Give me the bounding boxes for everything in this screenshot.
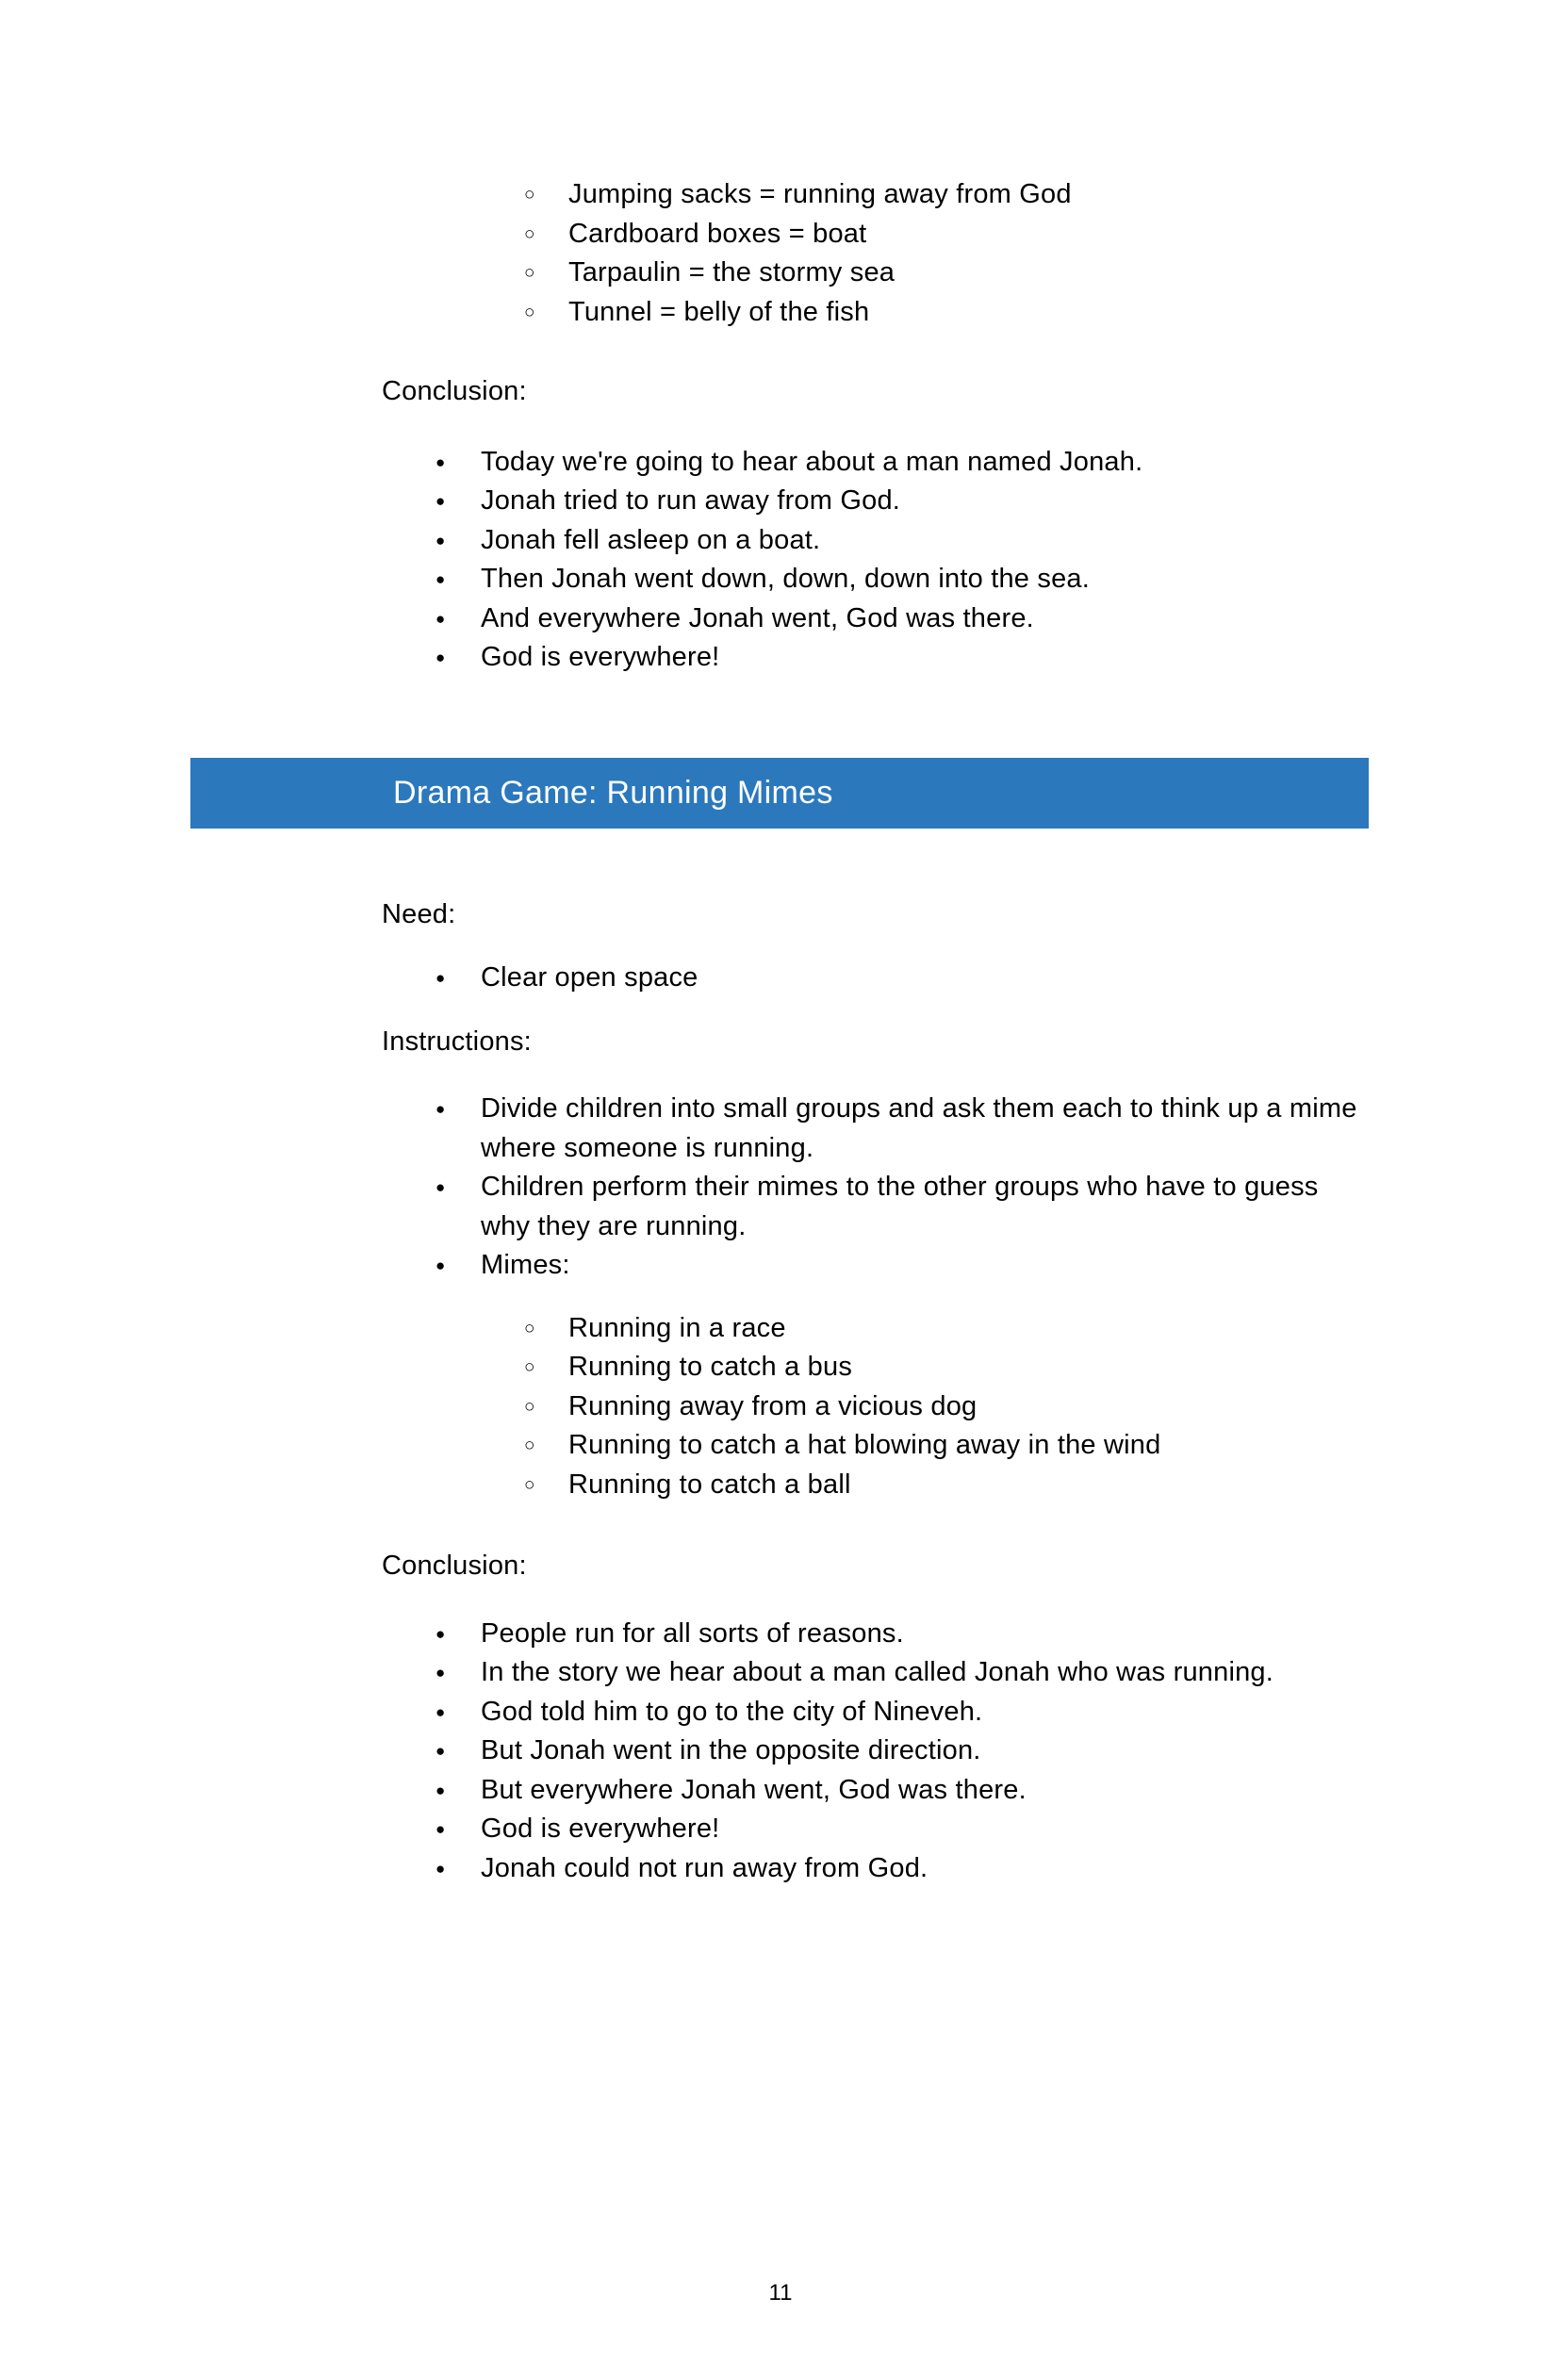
bullet-icon: ● (435, 1781, 446, 1799)
list-item-text: Running to catch a bus (568, 1352, 853, 1382)
banner-title: Drama Game: Running Mimes (393, 774, 833, 811)
conclusion-list (0, 443, 1561, 678)
list-item-text: Mimes: (481, 1250, 570, 1280)
bullet-icon: ● (435, 969, 446, 987)
bullet-icon: ● (435, 1702, 446, 1721)
list-item-text: But Jonah went in the opposite direction. (481, 1735, 981, 1765)
list-item-text: People run for all sorts of reasons. (481, 1617, 904, 1649)
circle-bullet-icon: ○ (524, 1436, 535, 1455)
list-item-text: But everywhere Jonah went, God was there. (481, 1774, 1027, 1805)
page-number: 11 (768, 2280, 793, 2306)
conclusion-label: Conclusion: (382, 376, 527, 406)
list-item (0, 1771, 1561, 1811)
list-item (0, 1426, 1561, 1466)
list-item-text: God is everywhere! (481, 1814, 720, 1844)
conclusion-label: Conclusion: (382, 1551, 527, 1581)
bullet-icon: ● (435, 452, 446, 471)
bullet-icon: ● (435, 648, 446, 666)
list-item-text: Running in a race (568, 1312, 786, 1343)
list-item-text: Divide children into small groups and ask them each to think up a mime where someone is running. (481, 1093, 1357, 1163)
list-item (0, 1246, 1561, 1286)
list-item (0, 1387, 1561, 1427)
list-item-text: In the story we hear about a man called Jonah who was running. (481, 1657, 1274, 1687)
bullet-icon: ● (435, 1256, 446, 1274)
intro-sublist (0, 175, 1561, 332)
list-item-text: Tarpaulin = the stormy sea (568, 257, 896, 287)
list-item (0, 1348, 1561, 1387)
list-item-text: Jonah tried to run away from God. (481, 485, 901, 516)
circle-bullet-icon: ○ (524, 1357, 535, 1377)
list-item (0, 521, 1561, 561)
bullet-icon: ● (435, 609, 446, 628)
list-item (0, 560, 1561, 599)
list-item-text: Then Jonah went down, down, down into the sea. (481, 564, 1091, 594)
bullet-icon: ● (435, 531, 446, 550)
list-item (0, 254, 1561, 293)
list-item (0, 1849, 1561, 1889)
bullet-icon: ● (435, 1100, 446, 1118)
bullet-icon: ● (435, 1859, 446, 1878)
need-list (0, 959, 1561, 998)
circle-bullet-icon: ○ (524, 185, 535, 205)
bullet-icon: ● (435, 1664, 446, 1682)
list-item-text: Running to catch a hat blowing away in the wind (568, 1430, 1161, 1460)
list-item (0, 293, 1561, 333)
list-item (0, 175, 1561, 215)
list-item (0, 1309, 1561, 1349)
list-item-text: And everywhere Jonah went, God was there. (481, 602, 1034, 633)
circle-bullet-icon: ○ (524, 302, 535, 322)
list-item (0, 1615, 1561, 1654)
list-item-text: Jonah fell asleep on a boat. (481, 524, 821, 555)
bullet-icon: ● (435, 1820, 446, 1838)
list-item-text: Running to catch a ball (568, 1469, 851, 1500)
bullet-icon: ● (435, 570, 446, 588)
list-item-text: God is everywhere! (481, 642, 720, 672)
list-item (0, 1810, 1561, 1849)
list-item-text: Clear open space (481, 962, 698, 993)
list-item-text: Tunnel = belly of the fish (568, 296, 870, 327)
list-item (0, 1653, 1561, 1693)
bullet-icon: ● (435, 492, 446, 510)
list-item-text: Today we're going to hear about a man named Jonah. (481, 446, 1143, 477)
list-item (0, 215, 1561, 254)
circle-bullet-icon: ○ (524, 1474, 535, 1495)
list-item-text: Running away from a vicious dog (568, 1390, 978, 1421)
list-item (0, 1466, 1561, 1505)
list-item-text: Jumping sacks = running away from God (568, 179, 1072, 209)
bullet-icon: ● (435, 1178, 446, 1196)
bullet-icon: ● (435, 1742, 446, 1760)
list-item (0, 1168, 1561, 1246)
instructions-label: Instructions: (382, 1026, 532, 1057)
list-item (0, 638, 1561, 678)
list-item (0, 1732, 1561, 1771)
circle-bullet-icon: ○ (524, 1396, 535, 1417)
instructions-list (0, 1090, 1561, 1286)
circle-bullet-icon: ○ (524, 263, 535, 283)
list-item (0, 599, 1561, 639)
bullet-icon: ● (435, 1624, 446, 1643)
mimes-sublist (0, 1309, 1561, 1505)
list-item-text: God told him to go to the city of Nineveh. (481, 1696, 983, 1727)
conclusion-list-2 (0, 1615, 1561, 1889)
list-item-text: Cardboard boxes = boat (568, 218, 867, 249)
list-item (0, 1693, 1561, 1732)
section-banner (190, 758, 1369, 829)
document-page (0, 175, 1561, 2380)
circle-bullet-icon: ○ (524, 1318, 535, 1338)
need-label: Need: (382, 898, 456, 929)
circle-bullet-icon: ○ (524, 223, 535, 244)
list-item (0, 482, 1561, 521)
list-item (0, 959, 1561, 998)
list-item-text: Children perform their mimes to the other groups who have to guess why they are running. (481, 1172, 1319, 1241)
list-item (0, 1090, 1561, 1168)
list-item (0, 443, 1561, 483)
list-item-text: Jonah could not run away from God. (481, 1852, 928, 1883)
